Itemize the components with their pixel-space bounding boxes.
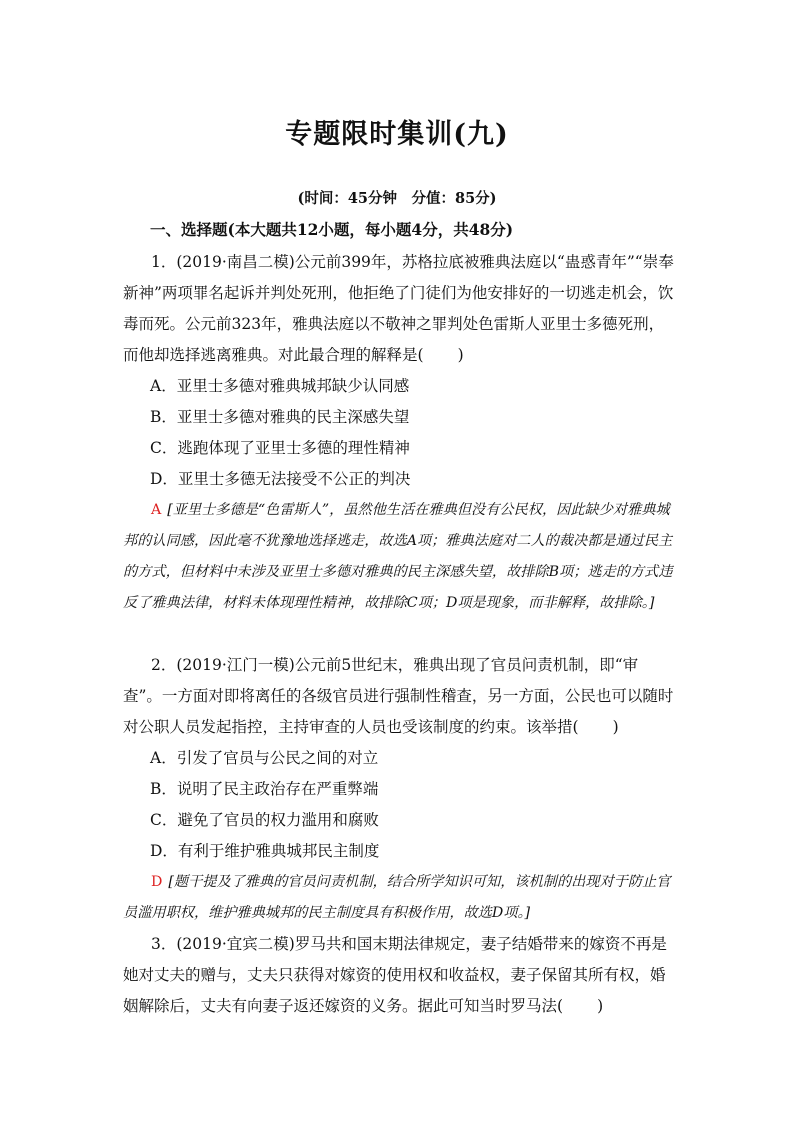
section-heading: 一、选择题(本大题共12小题，每小题4分，共48分)	[150, 220, 514, 239]
question-2-option-c: C．避免了官员的权力滥用和腐败	[150, 811, 379, 829]
question-1-option-b: B．亚里士多德对雅典的民主深感失望	[150, 408, 410, 426]
page-title: 专题限时集训(九)	[285, 119, 509, 150]
question-2-option-d: D．有利于维护雅典城邦民主制度	[150, 842, 380, 860]
question-1-stem: 1．(2019·南昌二模)公元前399年，苏格拉底被雅典法庭以“蛊惑青年”“崇奉新神”两项罪名起诉并判处死刑，他拒绝了门徒们为他安排好的一切逃走机会，饮毒而死。公元前323年，雅典法庭以不敬神之罪判处色雷斯人亚里士多德死刑，而他却选择逃离雅典。对此最合理的解释是( )	[123, 253, 674, 364]
question-2-option-b: B．说明了民主政治存在严重弊端	[150, 780, 379, 798]
question-1-answer: A [亚里士多德是“色雷斯人”，虽然他生活在雅典但没有公民权，因此缺少对雅典城邦的认同感，因此毫不犹豫地选择逃走，故选A项；雅典法庭对二人的裁决都是通过民主的方式，但材料中未涉及亚里士多德对雅典的民主深感失望，故排除B项；逃走的方式违反了雅典法律，材料未体现理性精神，故排除C项；D项是现象，而非解释，故排除。]	[123, 502, 673, 611]
question-1-option-c: C．逃跑体现了亚里士多德的理性精神	[150, 439, 410, 457]
question-2-answer: D [题干提及了雅典的官员问责机制，结合所学知识可知，该机制的出现对于防止官员滥用职权，维护雅典城邦的民主制度具有积极作用，故选D项。]	[123, 874, 671, 921]
question-1-option-d: D．亚里士多德无法接受不公正的判决	[150, 470, 411, 488]
question-1-option-a: A．亚里士多德对雅典城邦缺少认同感	[150, 377, 410, 395]
question-3-stem: 3．(2019·宜宾二模)罗马共和国末期法律规定，妻子结婚带来的嫁资不再是她对丈夫的赠与，丈夫只获得对嫁资的使用权和收益权，妻子保留其所有权，婚姻解除后，丈夫有向妻子返还嫁资的义务。据此可知当时罗马法( )	[123, 935, 667, 1015]
answer-letter: D	[151, 874, 163, 890]
question-2-stem: 2．(2019·江门一模)公元前5世纪末，雅典出现了官员问责机制，即“审查”。一方面对即将离任的各级官员进行强制性稽查，另一方面，公民也可以随时对公职人员发起指控，主持审查的人员也受该制度的约束。该举措( )	[123, 656, 674, 736]
question-2-option-a: A．引发了官员与公民之间的对立	[150, 749, 379, 767]
exam-meta: (时间：45分钟 分值：85分)	[297, 190, 497, 207]
answer-letter: A	[151, 502, 162, 518]
